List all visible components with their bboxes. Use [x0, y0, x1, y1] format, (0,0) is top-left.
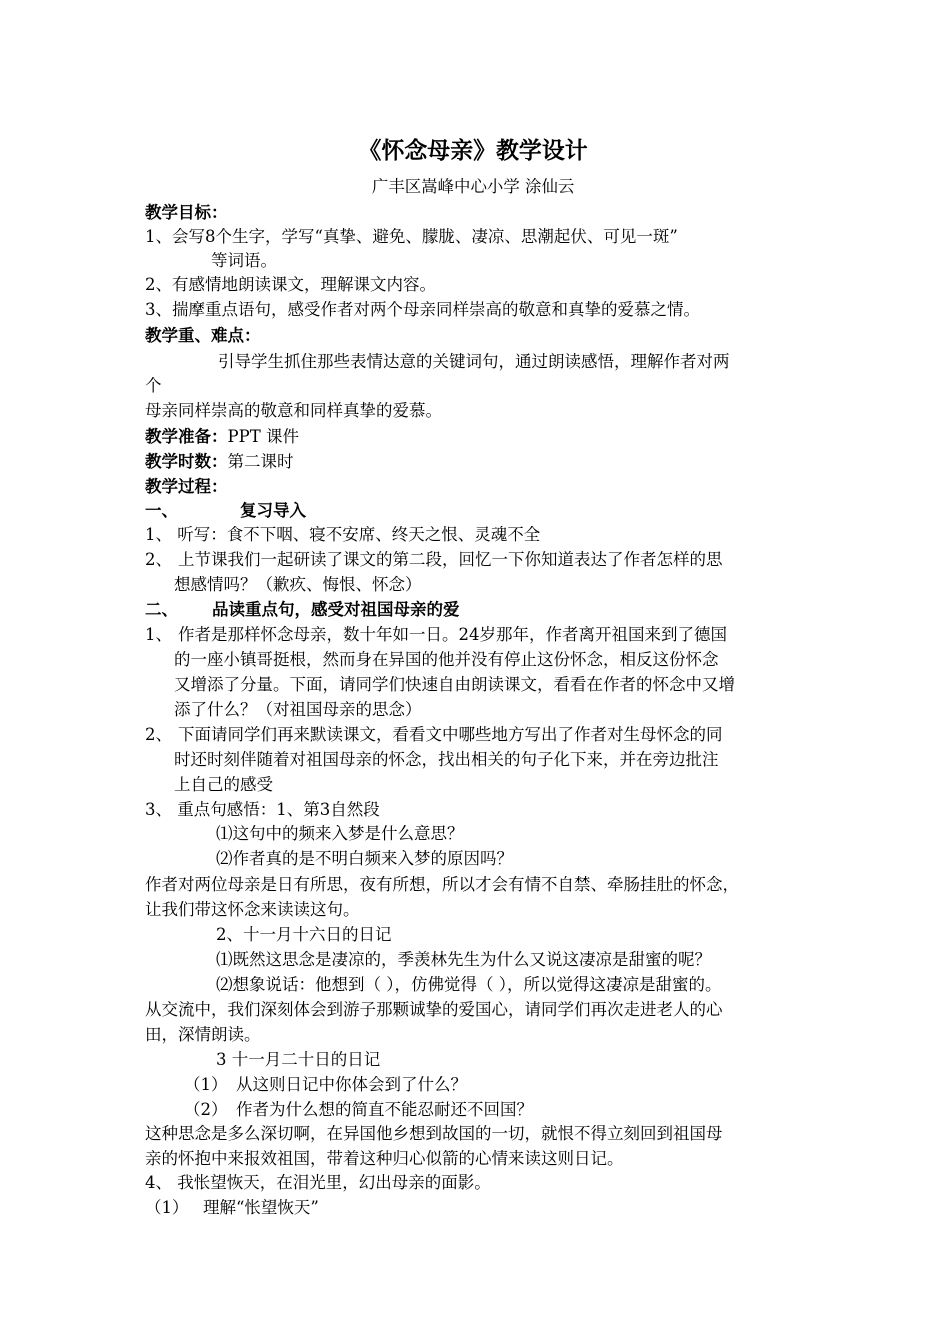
- paragraph-3-line-2: 亲的怀抱中来报效祖国，带着这种归心似箭的心情来读这则日记。: [145, 1149, 624, 1168]
- document-title: 《怀念母亲》教学设计: [358, 137, 588, 164]
- part1-title: 复习导入: [240, 501, 306, 520]
- question-1: ⑴这句中的频来入梦是什么意思？: [216, 824, 464, 843]
- prep-value: PPT 课件: [227, 427, 299, 446]
- paragraph-2-line-2: 田，深情朗读。: [145, 1025, 261, 1044]
- question-7-text: 理解“怅望恢天”: [203, 1198, 319, 1217]
- part2-item-1-line-2: 的一座小镇哥挺根，然而身在异国的他并没有停止这份怀念，相反这份怀念: [174, 650, 719, 669]
- question-7-number: （1）: [145, 1198, 189, 1217]
- question-6-number: （2）: [184, 1100, 228, 1119]
- part2-item-2-line-2: 时还时刻伴随着对祖国母亲的怀念，找出相关的句子化下来，并在旁边批注: [174, 750, 719, 769]
- paragraph-2-line-1: 从交流中，我们深刻体会到游子那颗诚挚的爱国心，请同学们再次走进老人的心: [145, 1000, 723, 1019]
- goal-item-3: 3、揣摩重点语句，感受作者对两个母亲同样崇高的敬意和真挚的爱慕之情。: [145, 300, 700, 319]
- process-heading: 教学过程：: [145, 477, 228, 496]
- part2-item-1-line-3: 又增添了分量。下面，请同学们快速自由朗读课文，看看在作者的怀念中又增: [174, 675, 735, 694]
- prep-label: 教学准备：: [145, 427, 228, 446]
- question-6-text: 作者为什么想的简直不能忍耐还不回国？: [236, 1100, 533, 1119]
- paragraph-3-line-1: 这种思念是多么深切啊，在异国他乡想到故国的一切，就恨不得立刻回到祖国母: [145, 1124, 723, 1143]
- keypoints-line-1: 引导学生抓住那些表情达意的关键词句，通过朗读感悟，理解作者对两: [218, 352, 730, 371]
- part2-title: 品读重点句，感受对祖国母亲的爱: [212, 600, 460, 619]
- keypoints-line-3: 母亲同样崇高的敬意和同样真挚的爱慕。: [145, 401, 442, 420]
- subsection-3-title: 3 十一月二十日的日记: [216, 1050, 381, 1069]
- question-4: ⑵想象说话：他想到（ ），仿佛觉得（ ），所以觉得这凄凉是甜蜜的。: [216, 975, 722, 994]
- paragraph-1-line-1: 作者对两位母亲是日有所思，夜有所想，所以才会有情不自禁、牵肠挂肚的怀念，: [145, 875, 739, 894]
- part1-number: 一、: [145, 501, 178, 520]
- part1-item-2-number: 2、: [145, 550, 172, 569]
- question-5-number: （1）: [184, 1075, 228, 1094]
- keypoints-heading: 教学重、难点：: [145, 326, 261, 345]
- hours-label: 教学时数：: [145, 452, 228, 471]
- part2-item-2-number: 2、: [145, 725, 172, 744]
- goal-item-2: 2、有感情地朗读课文，理解课文内容。: [145, 275, 436, 294]
- part1-item-2-line-1: 上节课我们一起研读了课文的第二段，回忆一下你知道表达了作者怎样的思: [178, 550, 723, 569]
- keypoints-line-2: 个: [145, 376, 162, 395]
- part2-item-1-line-4: 添了什么？（对祖国母亲的思念）: [174, 700, 422, 719]
- part2-item-2-line-3: 上自己的感受: [174, 775, 273, 794]
- paragraph-1-line-2: 让我们带这怀念来读读这句。: [145, 900, 360, 919]
- hours-row: [145, 450, 294, 474]
- goal-item-1-cont: 等词语。: [211, 251, 277, 270]
- part1-item-1: 1、 听写：食不下咽、寝不安席、终天之恨、灵魂不全: [145, 525, 541, 544]
- part2-number: 二、: [145, 600, 178, 619]
- author-line: 广丰区嵩峰中心小学 涂仙云: [371, 177, 575, 196]
- part2-item-4: 4、 我怅望恢天，在泪光里，幻出母亲的面影。: [145, 1173, 491, 1192]
- question-2: ⑵作者真的是不明白频来入梦的原因吗？: [216, 849, 513, 868]
- question-5-text: 从这则日记中你体会到了什么？: [236, 1075, 467, 1094]
- part2-item-2-line-1: 下面请同学们再来默读课文，看看文中哪些地方写出了作者对生母怀念的同: [178, 725, 723, 744]
- goals-heading: 教学目标：: [145, 203, 228, 222]
- goal-item-1: 1、会写8个生字，学写“真挚、避免、朦胧、凄凉、思潮起伏、可见一斑”: [145, 227, 678, 246]
- prep-row: [145, 425, 299, 449]
- subsection-2-title: 2、十一月十六日的日记: [216, 925, 392, 944]
- part1-item-2-line-2: 想感情吗？（歉疚、悔恨、怀念）: [174, 575, 422, 594]
- part2-item-3: 3、 重点句感悟：1、第3自然段: [145, 800, 380, 819]
- part2-item-1-line-1: 作者是那样怀念母亲，数十年如一日。24岁那年，作者离开祖国来到了德国: [178, 625, 727, 644]
- hours-value: 第二课时: [227, 452, 294, 471]
- part2-item-1-number: 1、: [145, 625, 172, 644]
- question-3: ⑴既然这思念是凄凉的，季羡林先生为什么又说这凄凉是甜蜜的呢？: [216, 950, 711, 969]
